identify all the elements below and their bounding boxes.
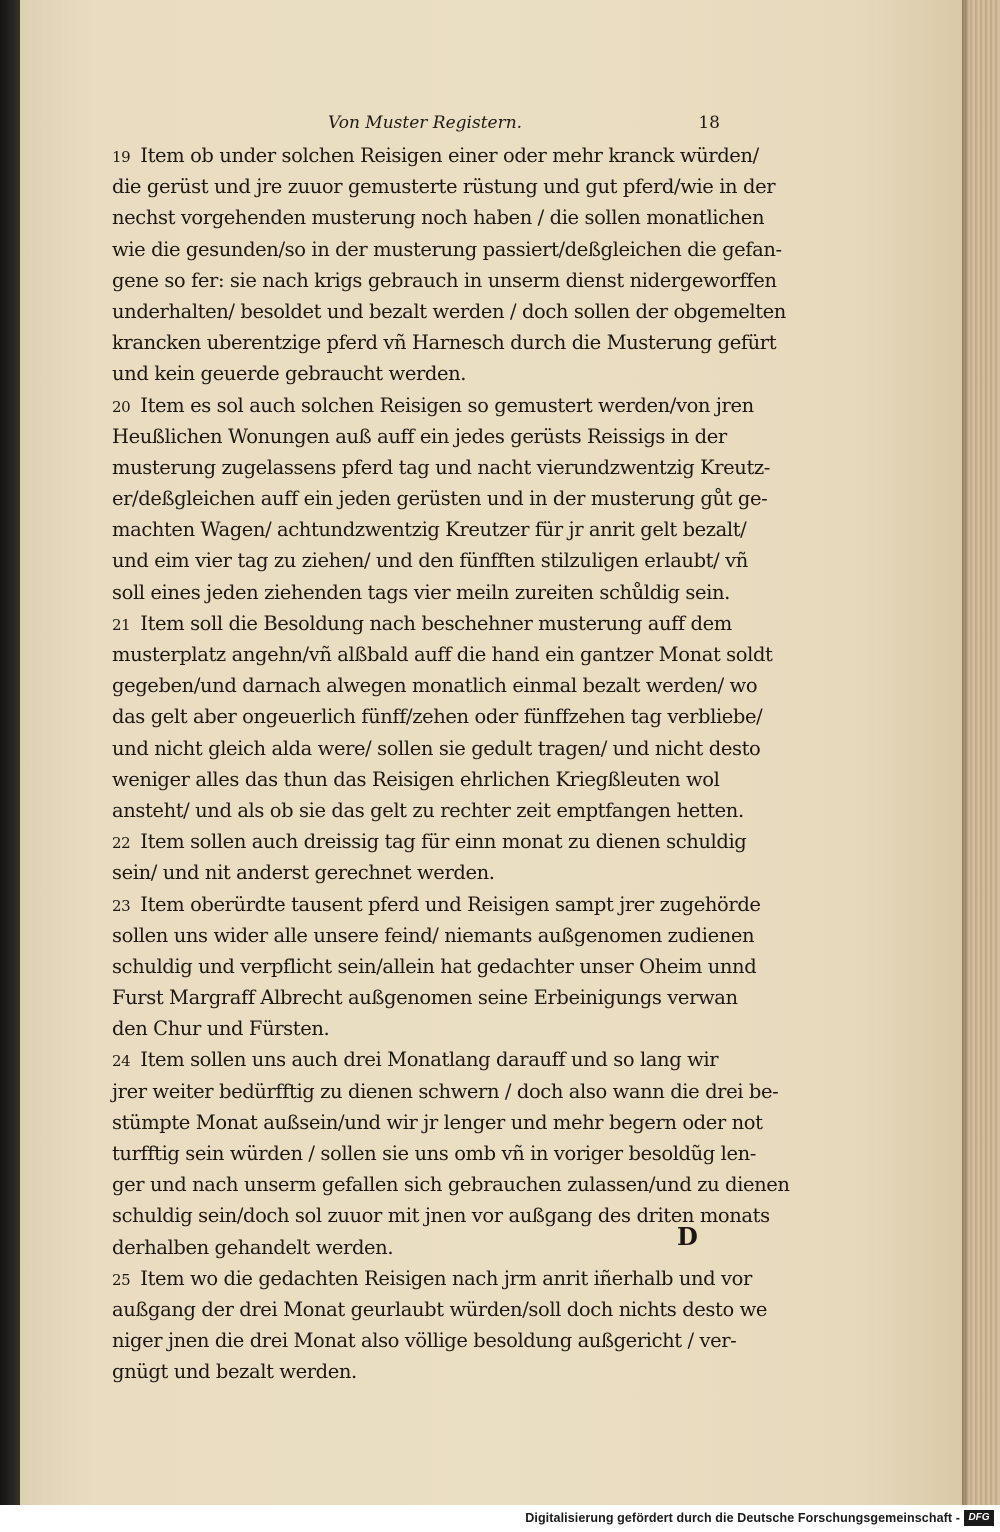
line-text: Heußlichen Wonungen auß auff ein jedes gerüsts Reissigs in der <box>112 424 727 448</box>
line-text: Item es sol auch solchen Reisigen so gemustert werden/von jren <box>140 393 754 417</box>
text-line <box>112 639 772 670</box>
line-text: er/deßgleichen auff ein jeden gerüsten und in der musterung gůt ge- <box>112 487 768 511</box>
text-line <box>112 795 772 826</box>
line-text: stümpte Monat außsein/und wir jr lenger und mehr begern oder not <box>112 1110 763 1134</box>
line-text: Item oberürdte tausent pferd und Reisigen sampt jrer zugehörde <box>140 892 761 916</box>
text-line <box>112 982 772 1013</box>
text-line <box>112 202 772 233</box>
paragraph-number: 25 <box>112 1270 131 1289</box>
text-line <box>112 514 772 545</box>
paragraph-number: 23 <box>112 896 131 915</box>
text-line <box>112 1013 772 1044</box>
text-line <box>112 764 772 795</box>
text-line <box>112 140 772 171</box>
text-line <box>112 889 772 920</box>
text-line <box>112 1356 772 1387</box>
line-text: gene so fer: sie nach krigs gebrauch in unserm dienst nidergeworffen <box>112 268 777 292</box>
text-line <box>112 857 772 888</box>
text-line <box>112 701 772 732</box>
text-line <box>112 826 772 857</box>
line-text: niger jnen die drei Monat also völlige besoldung außgericht / ver- <box>112 1329 737 1353</box>
text-line <box>112 1325 772 1356</box>
text-line <box>112 421 772 452</box>
body-text <box>112 140 790 1388</box>
line-text: außgang der drei Monat geurlaubt würden/soll doch nichts desto we <box>112 1297 768 1321</box>
text-line <box>112 1200 772 1231</box>
line-text: soll eines jeden ziehenden tags vier meiln zureiten schůldig sein. <box>112 580 730 604</box>
text-line <box>112 1263 772 1294</box>
signature-mark: D <box>677 1222 698 1251</box>
line-text: Item ob under solchen Reisigen einer oder mehr kranck würden/ <box>140 144 759 167</box>
text-line <box>112 1044 772 1075</box>
text-line <box>112 171 776 202</box>
running-head-title: Von Muster Registern. <box>328 113 523 133</box>
line-text: musterung zugelassens pferd tag und nacht vierundzwentzig Kreutz- <box>112 455 770 479</box>
text-line <box>112 1232 772 1263</box>
line-text: ger und nach unserm gefallen sich gebrauchen zulassen/und zu dienen <box>112 1173 790 1197</box>
paragraph-number: 20 <box>112 397 131 416</box>
line-text: underhalten/ besoldet und bezalt werden / doch sollen der obgemelten <box>112 299 786 323</box>
line-text: sein/ und nit anderst gerechnet werden. <box>112 861 495 885</box>
text-line <box>112 1169 790 1200</box>
line-text: derhalben gehandelt werden. <box>112 1235 394 1259</box>
paragraph-number: 22 <box>112 834 131 853</box>
text-line <box>112 1294 772 1325</box>
line-text: sollen uns wider alle unsere feind/ niemants außgenomen zudienen <box>112 923 755 947</box>
text-line <box>112 234 782 265</box>
line-text: krancken uberentzige pferd vñ Harnesch durch die Musterung gefürt <box>112 331 777 355</box>
text-line <box>112 296 786 327</box>
text-line <box>112 1076 779 1107</box>
line-text: jrer weiter bedürfftig zu dienen schwern / doch also wann die drei be- <box>112 1079 779 1103</box>
text-line <box>112 577 772 608</box>
paragraph-number: 24 <box>112 1052 131 1071</box>
dfg-logo: DFG <box>964 1510 994 1526</box>
text-line <box>112 1138 772 1169</box>
line-text: gnügt und bezalt werden. <box>112 1360 357 1384</box>
line-text: und kein geuerde gebraucht werden. <box>112 362 467 386</box>
line-text: die gerüst und jre zuuor gemusterte rüstung und gut pferd/wie in der <box>112 175 776 199</box>
funding-credit: Digitalisierung gefördert durch die Deutsche Forschungsgemeinschaft - <box>525 1511 960 1525</box>
line-text: machten Wagen/ achtundzwentzig Kreutzer für jr anrit gelt bezalt/ <box>112 518 747 542</box>
line-text: weniger alles das thun das Reisigen ehrlichen Kriegßleuten wol <box>112 767 720 791</box>
paragraph-number: 19 <box>112 148 131 166</box>
line-text: und eim vier tag zu ziehen/ und den fünfften stilzuligen erlaubt/ vñ <box>112 549 748 573</box>
line-text: schuldig und verpflicht sein/allein hat gedachter unser Oheim unnd <box>112 954 757 978</box>
line-text: den Chur und Fürsten. <box>112 1017 330 1041</box>
line-text: Item sollen uns auch drei Monatlang darauff und so lang wir <box>140 1048 719 1072</box>
line-text: und nicht gleich alda were/ sollen sie gedult tragen/ und nicht desto <box>112 736 761 760</box>
line-text: Item wo die gedachten Reisigen nach jrm anrit iñerhalb und vor <box>140 1266 752 1290</box>
text-line <box>112 327 777 358</box>
text-line <box>112 483 772 514</box>
text-line <box>112 545 772 576</box>
text-line <box>112 951 772 982</box>
line-text: musterplatz angehn/vñ alßbald auff die hand ein gantzer Monat soldt <box>112 643 773 666</box>
paragraph-number: 21 <box>112 615 131 634</box>
line-text: turfftig sein würden / sollen sie uns omb vñ in voriger besoldũg len- <box>112 1142 756 1165</box>
line-text: nechst vorgehenden musterung noch haben / die sollen monatlichen <box>112 206 765 230</box>
line-text: Item sollen auch dreissig tag für einn monat zu dienen schuldig <box>140 830 747 854</box>
text-line <box>112 608 772 639</box>
text-line <box>112 265 777 296</box>
line-text: schuldig sein/doch sol zuuor mit jnen vor außgang des driten monats <box>112 1204 770 1228</box>
text-line <box>112 358 772 389</box>
left-page-edge <box>0 0 22 1505</box>
text-line <box>112 1107 772 1138</box>
line-text: das gelt aber ongeuerlich fünff/zehen oder fünffzehen tag verbliebe/ <box>112 705 763 729</box>
line-text: ansteht/ und als ob sie das gelt zu rechter zeit emptfangen hetten. <box>112 798 744 822</box>
fore-edge-shadow <box>962 0 970 1505</box>
text-line <box>112 920 772 951</box>
line-text: gegeben/und darnach alwegen monatlich einmal bezalt werden/ wo <box>112 674 758 698</box>
text-line <box>112 733 772 764</box>
line-text: Item soll die Besoldung nach beschehner musterung auff dem <box>140 611 732 635</box>
line-text: wie die gesunden/so in der musterung passiert/deßgleichen die gefan- <box>112 237 782 261</box>
text-line <box>112 452 772 483</box>
text-line <box>112 390 772 421</box>
line-text: Furst Margraff Albrecht außgenomen seine Erbeinigungs verwan <box>112 986 738 1010</box>
page-number: 18 <box>698 113 720 133</box>
text-line <box>112 670 772 701</box>
